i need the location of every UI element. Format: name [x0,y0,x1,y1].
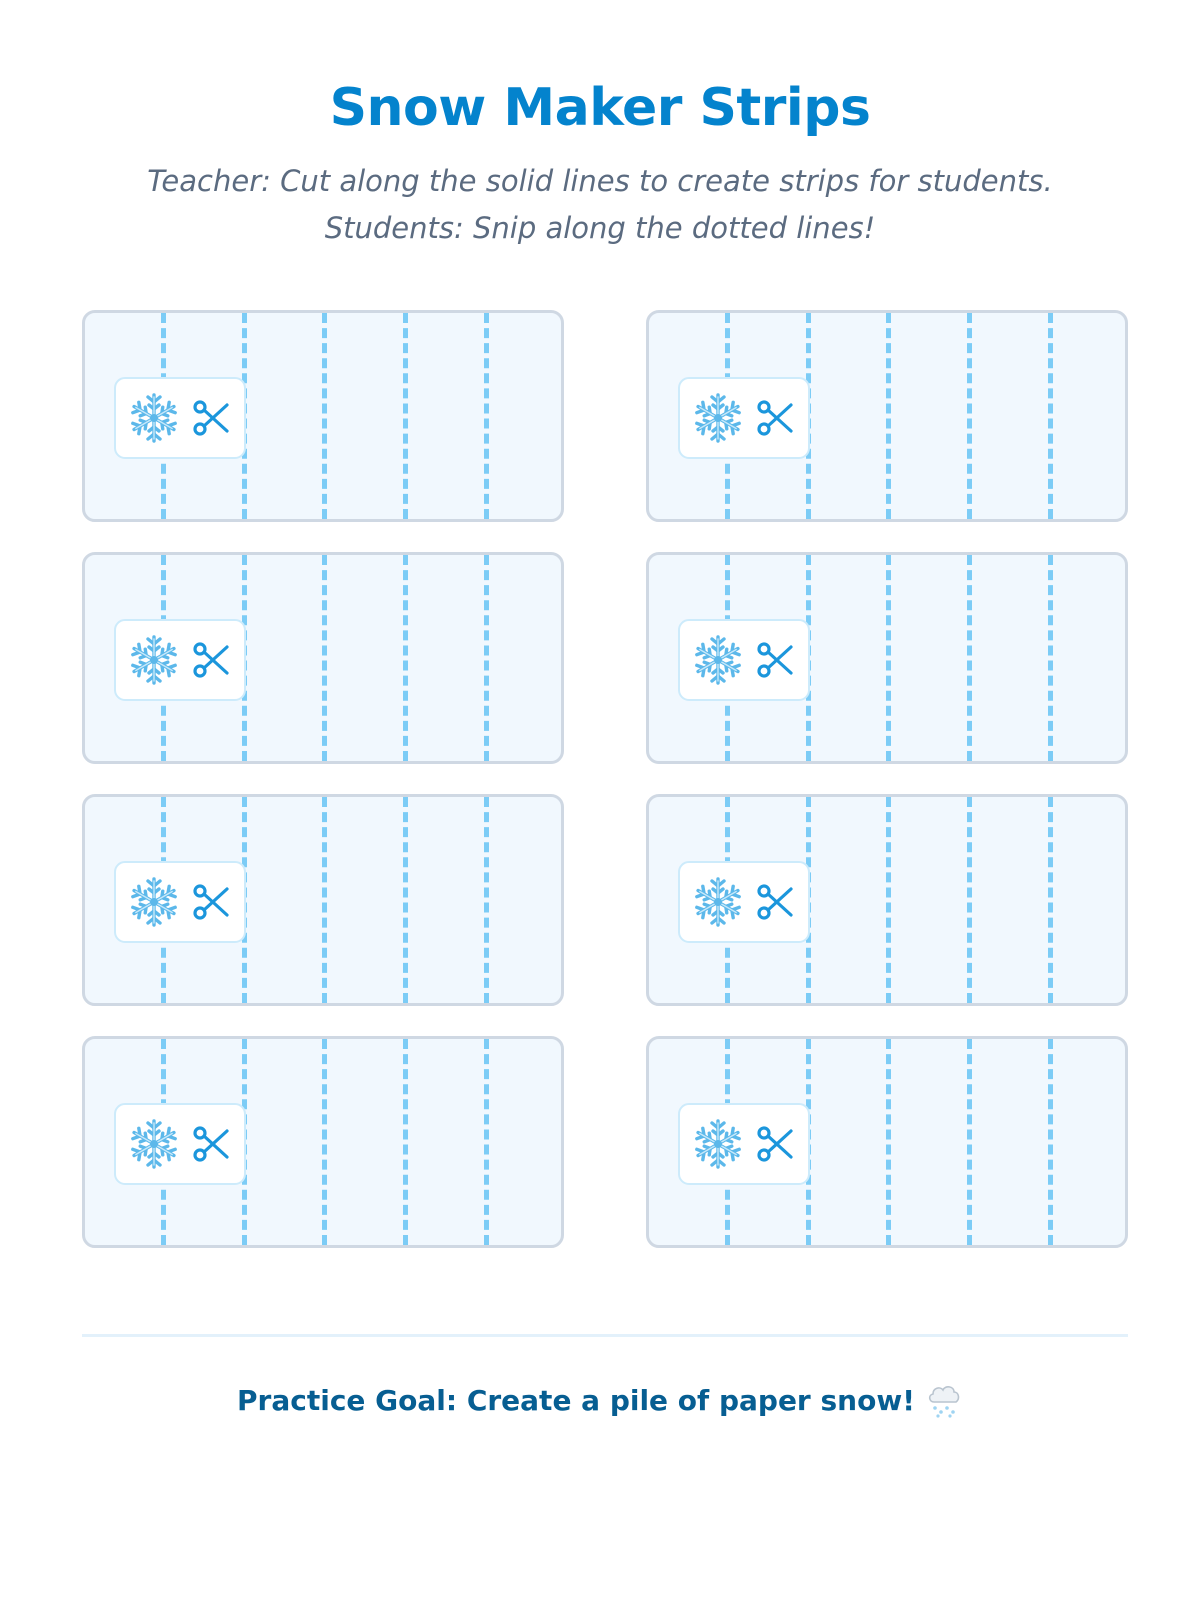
strip-label [114,1103,246,1185]
scissors-icon [192,640,232,680]
snowflake-icon [692,1118,744,1170]
student-instructions: Students: Snip along the dotted lines! [324,211,876,245]
dashed-cut-line [484,555,489,761]
scissors-icon [756,398,796,438]
dashed-cut-line [886,313,891,519]
scissors-icon [756,640,796,680]
dashed-cut-line [1048,797,1053,1003]
dashed-cut-line [886,797,891,1003]
practice-goal [0,1381,1200,1419]
strip-label [678,619,810,701]
dashed-cut-line [484,313,489,519]
strip-label [114,377,246,459]
strip-label [678,377,810,459]
strip-label [114,861,246,943]
dashed-cut-line [403,555,408,761]
cutting-strip-5 [82,794,564,1006]
dashed-cut-line [403,1039,408,1245]
dashed-cut-line [967,1039,972,1245]
footer-divider [82,1334,1128,1337]
dashed-cut-line [967,555,972,761]
snowflake-icon [128,876,180,928]
snowflake-icon [128,1118,180,1170]
scissors-icon [192,882,232,922]
cutting-strip-1 [82,310,564,522]
page-title: Snow Maker Strips [329,78,871,138]
snowflake-icon [692,392,744,444]
dashed-cut-line [967,797,972,1003]
strip-label [678,861,810,943]
cutting-strip-7 [82,1036,564,1248]
dashed-cut-line [886,555,891,761]
dashed-cut-line [403,797,408,1003]
teacher-instructions: Teacher: Cut along the solid lines to create strips for students. [147,164,1053,198]
cutting-strip-8 [646,1036,1128,1248]
snowflake-icon [128,634,180,686]
snowflake-icon [692,634,744,686]
strip-label [678,1103,810,1185]
cutting-strip-2 [646,310,1128,522]
scissors-icon [192,1124,232,1164]
cutting-strip-4 [646,552,1128,764]
dashed-cut-line [403,313,408,519]
dashed-cut-line [1048,1039,1053,1245]
scissors-icon [756,882,796,922]
dashed-cut-line [322,313,327,519]
scissors-icon [756,1124,796,1164]
dashed-cut-line [1048,555,1053,761]
practice-goal-text: Practice Goal: Create a pile of paper snow! [237,1383,915,1417]
dashed-cut-line [322,797,327,1003]
dashed-cut-line [322,555,327,761]
dashed-cut-line [967,313,972,519]
strip-label [114,619,246,701]
snowflake-icon [692,876,744,928]
snowflake-icon [128,392,180,444]
dashed-cut-line [886,1039,891,1245]
cutting-strip-3 [82,552,564,764]
cutting-strip-6 [646,794,1128,1006]
dashed-cut-line [322,1039,327,1245]
scissors-icon [192,398,232,438]
dashed-cut-line [484,1039,489,1245]
cloud-with-snow-icon [925,1381,963,1419]
dashed-cut-line [1048,313,1053,519]
dashed-cut-line [484,797,489,1003]
